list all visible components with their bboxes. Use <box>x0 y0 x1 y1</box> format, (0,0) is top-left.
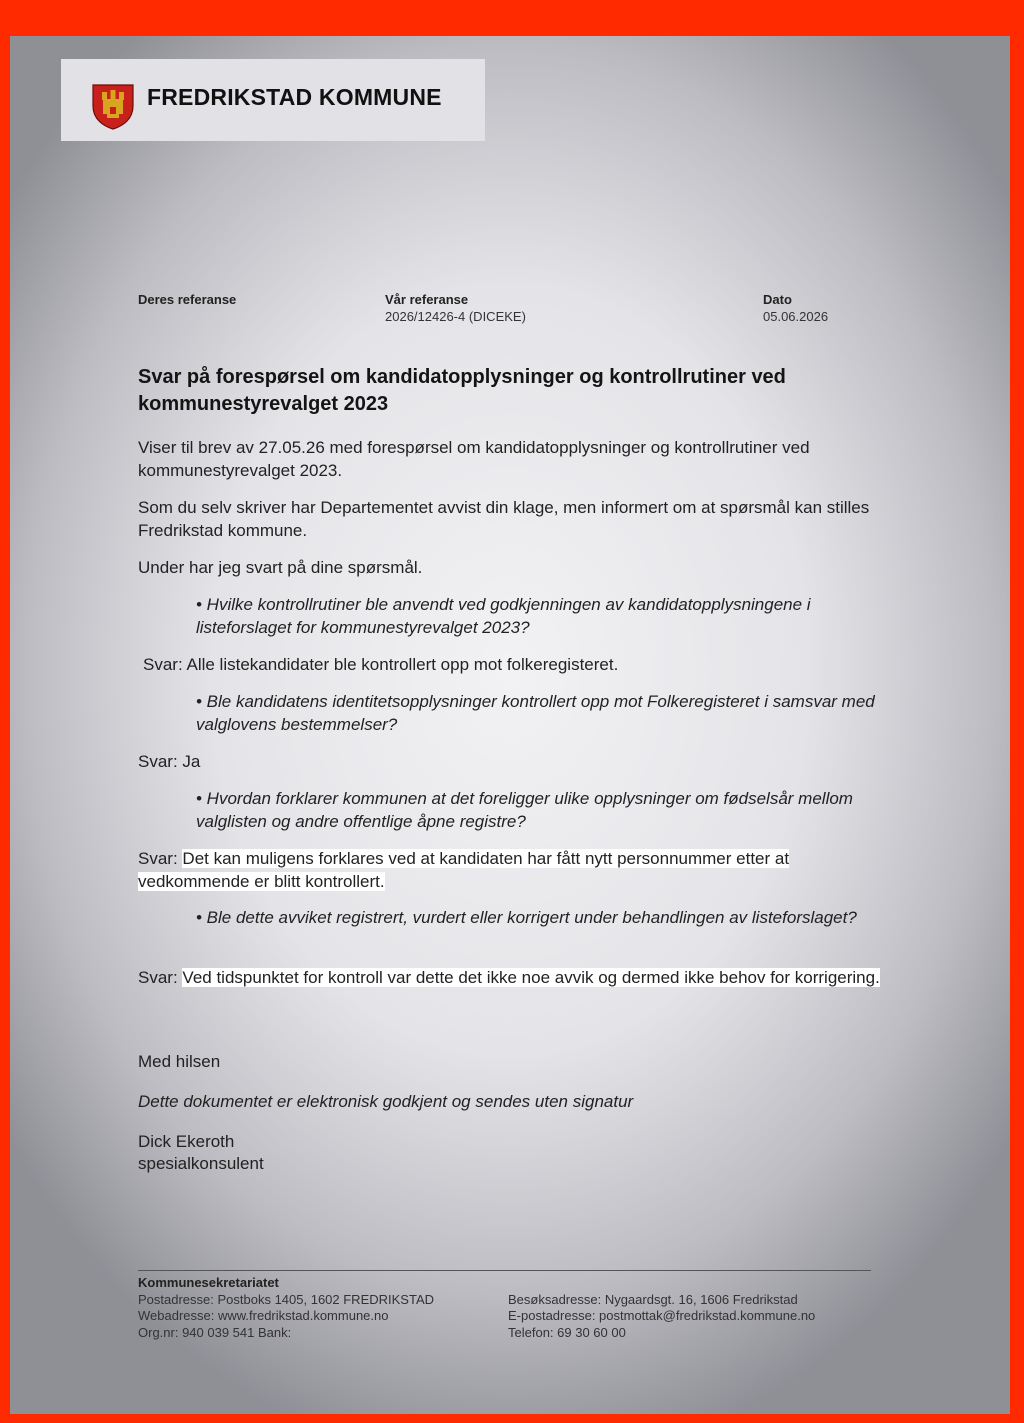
answer-prefix: Svar: <box>138 849 178 868</box>
ref-var-value: 2026/12426-4 (DICEKE) <box>385 309 526 324</box>
answer-4 <box>138 966 898 989</box>
answer-prefix: Svar: <box>138 968 178 987</box>
ref-var-label: Vår referanse <box>385 292 469 307</box>
closing-greeting: Med hilsen <box>138 1052 221 1071</box>
question-2: • Ble kandidatens identitetsopplysninger kontrollert opp mot Folkeregisteret i samsvar med valglovens bestemmelser? <box>196 692 875 734</box>
footer-phone: Telefon: 69 30 60 00 <box>508 1324 626 1340</box>
footer-web-address: Webadresse: www.fredrikstad.kommune.no <box>138 1308 389 1323</box>
date-value: 05.06.2026 <box>763 309 829 324</box>
ref-deres-label: Deres referanse <box>138 292 237 307</box>
footer-org-number: Org.nr: 940 039 541 Bank: <box>138 1324 292 1340</box>
organization-name: FREDRIKSTAD KOMMUNE <box>147 84 442 110</box>
footer-department: Kommunesekretariatet <box>138 1275 279 1290</box>
highlighted-answer-text: Ved tidspunktet for kontroll var dette det ikke noe avvik og dermed ikke behov for korrigering. <box>182 968 880 987</box>
signer-title: spesialkonsulent <box>138 1154 264 1173</box>
question-3: • Hvordan forklarer kommunen at det foreligger ulike opplysninger om fødselsår mellom valglisten og andre offentlige åpne registre? <box>196 789 853 831</box>
answer-text: Alle listekandidater ble kontrollert opp mot folkeregisteret. <box>186 655 619 674</box>
highlighted-answer-text: Det kan muligens forklares ved at kandidaten har fått nytt personnummer etter at vedkommende er blitt kontrollert. <box>138 849 790 891</box>
coat-of-arms-icon <box>91 82 135 130</box>
letter-subject: Svar på forespørsel om kandidatopplysninger og kontrollrutiner ved kommunestyrevalget 2023 <box>138 366 786 415</box>
paragraph-intro: Viser til brev av 27.05.26 med forespørsel om kandidatopplysninger og kontrollrutiner ved kommunestyrevalget 2023. <box>138 438 810 480</box>
signature-note: Dette dokumentet er elektronisk godkjent og sendes uten signatur <box>138 1092 634 1111</box>
footer-left <box>138 1275 434 1341</box>
answer-prefix: Svar: <box>138 752 178 771</box>
footer-email: E-postadresse: postmottak@fredrikstad.kommune.no <box>508 1308 816 1323</box>
paragraph-lead: Under har jeg svart på dine spørsmål. <box>138 558 423 577</box>
paragraph-context: Som du selv skriver har Departementet avvist din klage, men informert om at spørsmål kan stilles Fredrikstad kommune. <box>138 498 870 540</box>
footer-right <box>508 1292 815 1342</box>
answer-1 <box>143 653 903 676</box>
question-1: • Hvilke kontrollrutiner ble anvendt ved godkjenningen av kandidatopplysningene i listeforslaget for kommunestyrevalget 2023? <box>196 595 811 637</box>
signer-name: Dick Ekeroth <box>138 1132 235 1151</box>
letter-page <box>10 36 1010 1414</box>
answer-prefix: Svar: <box>143 655 183 674</box>
date-label: Dato <box>763 292 792 307</box>
answer-text: Ja <box>182 752 201 771</box>
question-4: • Ble dette avviket registrert, vurdert eller korrigert under behandlingen av listeforslaget? <box>196 908 857 927</box>
answer-3 <box>138 847 898 893</box>
footer-divider <box>138 1270 871 1271</box>
answer-2 <box>138 750 898 773</box>
letterhead <box>61 59 485 141</box>
footer-visit-address: Besøksadresse: Nygaardsgt. 16, 1606 Fredrikstad <box>508 1291 798 1307</box>
footer-postal-address: Postadresse: Postboks 1405, 1602 FREDRIKSTAD <box>138 1291 435 1307</box>
